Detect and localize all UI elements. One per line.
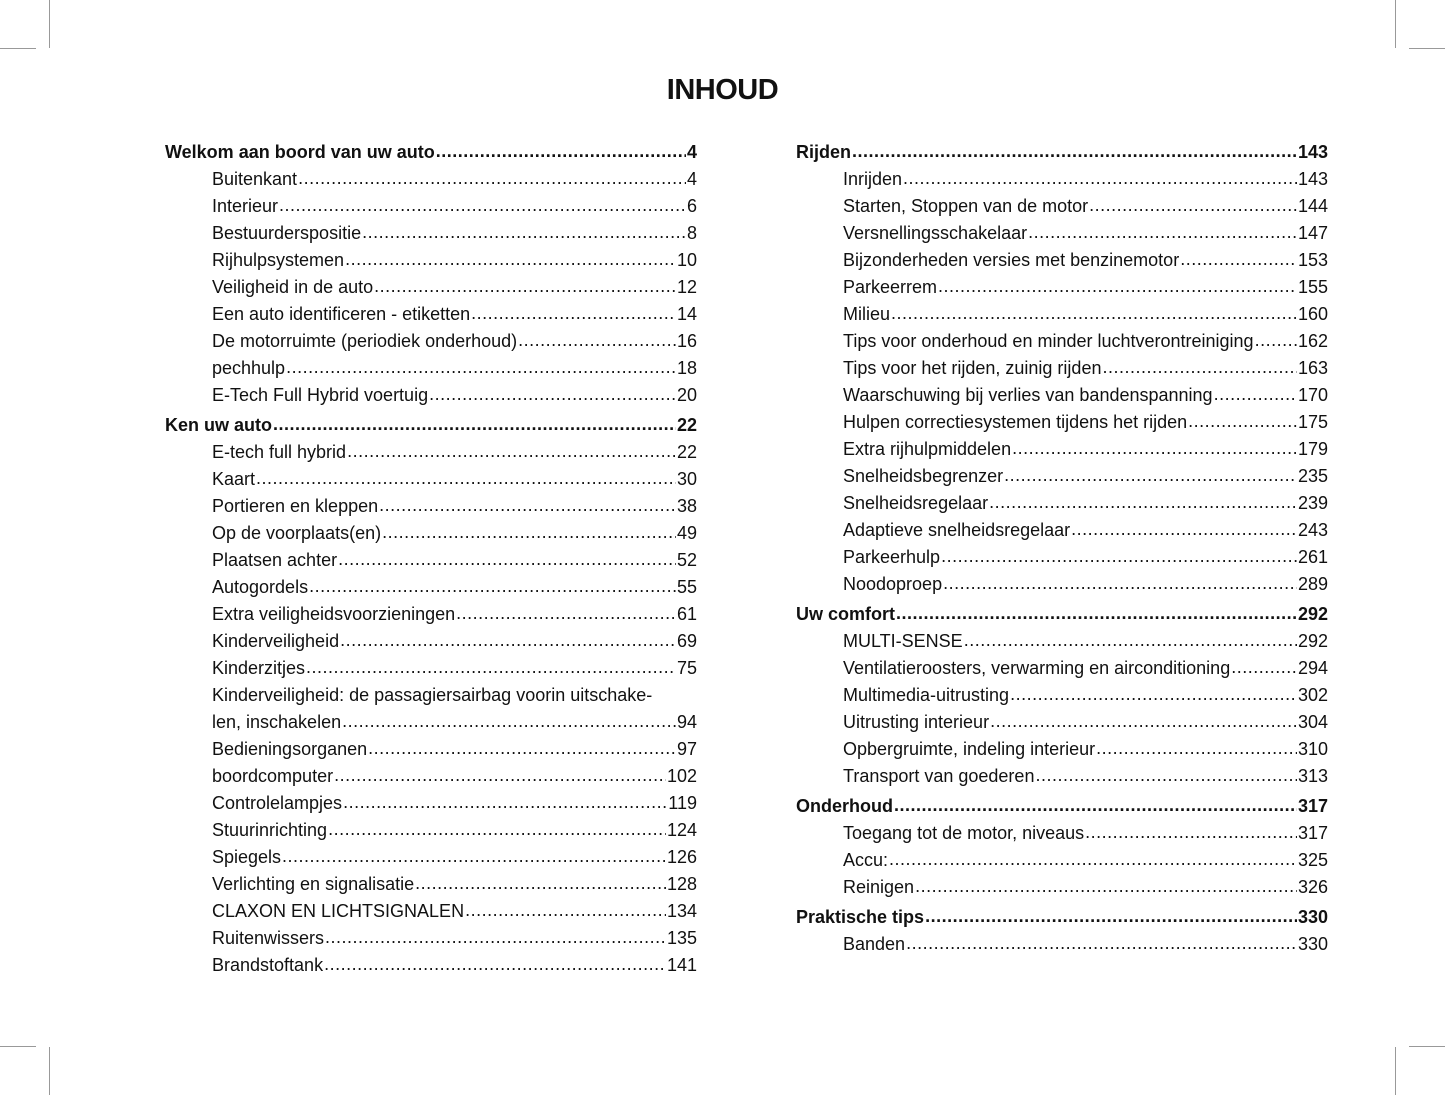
toc-entry-label: Toegang tot de motor, niveaus [843, 823, 1085, 843]
toc-page-number: 102 [666, 766, 697, 786]
toc-entry[interactable] [165, 574, 697, 601]
toc-entry[interactable] [165, 466, 697, 493]
toc-page-number: 10 [676, 250, 697, 270]
toc-entry-label: Parkeerhulp [843, 547, 941, 567]
toc-column-right [796, 139, 1328, 958]
dot-leader [1214, 381, 1297, 408]
toc-entry-label: Versnellingsschakelaar [843, 223, 1028, 243]
toc-entry-label: Milieu [843, 304, 891, 324]
toc-page-number: 14 [676, 304, 697, 324]
toc-entry[interactable] [165, 166, 697, 193]
toc-page-number: 141 [666, 955, 697, 975]
toc-page-number: 97 [676, 739, 697, 759]
toc-entry[interactable] [796, 274, 1328, 301]
toc-entry-label: Tips voor het rijden, zuinig rijden [843, 358, 1102, 378]
dot-leader [990, 708, 1297, 735]
toc-page-number: 22 [676, 442, 697, 462]
toc-page-number: 4 [686, 142, 697, 162]
dot-leader [309, 573, 676, 600]
toc-entry-label: Uw comfort [796, 604, 895, 624]
toc-entry[interactable] [165, 247, 697, 274]
dot-leader [1089, 192, 1297, 219]
toc-entry-label: Autogordels [212, 577, 309, 597]
toc-entry-label: Parkeerrem [843, 277, 938, 297]
dot-leader [382, 519, 676, 546]
dot-leader [324, 951, 666, 978]
toc-entry[interactable] [796, 847, 1328, 874]
toc-section[interactable] [796, 793, 1328, 820]
dot-leader [471, 300, 676, 327]
toc-page-number: 163 [1297, 358, 1328, 378]
toc-page-number: 143 [1297, 142, 1328, 162]
toc-column-left [165, 139, 697, 979]
toc-entry[interactable] [165, 439, 697, 466]
toc-page-number: 175 [1297, 412, 1328, 432]
toc-entry-label: Kinderveiligheid: de passagiersairbag voorin uitschake- [212, 685, 653, 705]
toc-entry-label: Spiegels [212, 847, 282, 867]
dot-leader [989, 489, 1297, 516]
toc-page-number: 12 [676, 277, 697, 297]
dot-leader [1010, 681, 1297, 708]
toc-entry-label: Kinderveiligheid [212, 631, 340, 651]
toc-entry[interactable] [165, 193, 697, 220]
toc-entry[interactable] [165, 844, 697, 871]
dot-leader [941, 543, 1297, 570]
toc-entry[interactable] [165, 355, 697, 382]
toc-page-number: 243 [1297, 520, 1328, 540]
toc-entry-label: Een auto identificeren - etiketten [212, 304, 471, 324]
toc-entry-label: E-Tech Full Hybrid voertuig [212, 385, 429, 405]
dot-leader [338, 546, 676, 573]
toc-page-number: 289 [1297, 574, 1328, 594]
toc-page-number: 179 [1297, 439, 1328, 459]
dot-leader [889, 846, 1297, 873]
dot-leader [379, 492, 676, 519]
toc-page-number: 124 [666, 820, 697, 840]
toc-entry[interactable] [796, 628, 1328, 655]
toc-entry-label: Waarschuwing bij verlies van bandenspanning [843, 385, 1213, 405]
toc-entry[interactable] [165, 274, 697, 301]
dot-leader [345, 246, 676, 273]
dot-leader [1188, 408, 1297, 435]
toc-entry-label: Hulpen correctiesystemen tijdens het rijden [843, 412, 1188, 432]
dot-leader [286, 354, 676, 381]
toc-page-number: 4 [686, 169, 697, 189]
toc-page-number: 143 [1297, 169, 1328, 189]
toc-page-number: 313 [1297, 766, 1328, 786]
toc-entry[interactable] [165, 547, 697, 574]
toc-entry[interactable] [165, 493, 697, 520]
toc-entry[interactable] [165, 655, 697, 682]
page-title: INHOUD [666, 74, 779, 106]
toc-entry-label: Tips voor onderhoud en minder luchtverontreiniging [843, 331, 1254, 351]
toc-page-number: 128 [666, 874, 697, 894]
toc-page-number: 20 [676, 385, 697, 405]
toc-entry[interactable] [165, 790, 697, 817]
toc-entry-label: Ventilatieroosters, verwarming en airconditioning [843, 658, 1231, 678]
toc-page-number: 235 [1297, 466, 1328, 486]
toc-page-number: 170 [1297, 385, 1328, 405]
dot-leader [328, 816, 666, 843]
toc-entry[interactable] [796, 463, 1328, 490]
crop-mark [1409, 1046, 1445, 1047]
toc-entry-label: Bedieningsorganen [212, 739, 368, 759]
toc-page-number: 239 [1297, 493, 1328, 513]
dot-leader [334, 762, 666, 789]
toc-entry[interactable] [796, 736, 1328, 763]
toc-page-number: 317 [1297, 796, 1328, 816]
crop-mark [1395, 0, 1396, 48]
dot-leader [906, 930, 1297, 957]
toc-page-number: 330 [1297, 934, 1328, 954]
dot-leader [340, 627, 676, 654]
toc-page-number: 153 [1297, 250, 1328, 270]
toc-entry-label: Adaptieve snelheidsregelaar [843, 520, 1071, 540]
toc-entry-label: Noodoproep [843, 574, 943, 594]
toc-entry[interactable] [165, 628, 697, 655]
toc-entry-label: Praktische tips [796, 907, 925, 927]
toc-entry-label: Opbergruimte, indeling interieur [843, 739, 1096, 759]
toc-entry-label: Bijzonderheden versies met benzinemotor [843, 250, 1180, 270]
toc-page-number: 119 [668, 793, 697, 813]
dot-leader [938, 273, 1297, 300]
toc-page-number: 126 [666, 847, 697, 867]
toc-entry-label: E-tech full hybrid [212, 442, 347, 462]
dot-leader [325, 924, 666, 951]
dot-leader [1255, 327, 1297, 354]
toc-section[interactable] [165, 139, 697, 166]
toc-entry[interactable] [796, 490, 1328, 517]
toc-entry[interactable] [796, 931, 1328, 958]
toc-page-number: 261 [1297, 547, 1328, 567]
toc-page-number: 18 [676, 358, 697, 378]
toc-entry[interactable] [796, 517, 1328, 544]
toc-entry-label: Kinderzitjes [212, 658, 306, 678]
toc-entry[interactable] [165, 682, 697, 736]
dot-leader [1004, 462, 1297, 489]
toc-entry-label: Banden [843, 934, 906, 954]
toc-entry-label: Plaatsen achter [212, 550, 338, 570]
toc-entry-label: pechhulp [212, 358, 286, 378]
dot-leader [306, 654, 676, 681]
dot-leader [342, 708, 676, 735]
dot-leader [964, 627, 1297, 654]
dot-leader [415, 870, 666, 897]
dot-leader [1035, 762, 1297, 789]
toc-entry-label: Reinigen [843, 877, 915, 897]
toc-entry[interactable] [796, 409, 1328, 436]
crop-mark [1409, 48, 1445, 49]
dot-leader [1028, 219, 1297, 246]
toc-section[interactable] [796, 904, 1328, 931]
toc-page-number: 16 [676, 331, 697, 351]
crop-mark [49, 1047, 50, 1095]
dot-leader [1096, 735, 1297, 762]
dot-leader [429, 381, 676, 408]
toc-page-number: 75 [676, 658, 697, 678]
toc-entry[interactable] [165, 601, 697, 628]
toc-entry-label: Verlichting en signalisatie [212, 874, 415, 894]
toc-page-number: 292 [1297, 631, 1328, 651]
toc-entry-label: boordcomputer [212, 766, 334, 786]
dot-leader [1012, 435, 1297, 462]
toc-entry-label: Bestuurderspositie [212, 223, 362, 243]
toc-entry[interactable] [796, 355, 1328, 382]
toc-entry[interactable] [165, 328, 697, 355]
toc-entry-label: Welkom aan boord van uw auto [165, 142, 435, 162]
toc-page-number: 160 [1297, 304, 1328, 324]
toc-page-number: 162 [1297, 331, 1328, 351]
toc-page-number: 144 [1297, 196, 1328, 216]
toc-entry[interactable] [796, 166, 1328, 193]
toc-page-number: 317 [1297, 823, 1328, 843]
toc-page-number: 325 [1297, 850, 1328, 870]
toc-entry[interactable] [796, 763, 1328, 790]
dot-leader [925, 903, 1297, 930]
toc-page-number: 30 [676, 469, 697, 489]
crop-mark [0, 48, 36, 49]
toc-page-number: 69 [676, 631, 697, 651]
toc-page-number: 292 [1297, 604, 1328, 624]
toc-section[interactable] [165, 412, 697, 439]
toc-entry-label: Brandstoftank [212, 955, 324, 975]
dot-leader [279, 192, 686, 219]
toc-entry[interactable] [796, 247, 1328, 274]
toc-entry[interactable] [796, 328, 1328, 355]
dot-leader [347, 438, 676, 465]
toc-entry[interactable] [796, 655, 1328, 682]
toc-entry[interactable] [165, 871, 697, 898]
toc-entry[interactable] [165, 763, 697, 790]
toc-entry-label: MULTI-SENSE [843, 631, 963, 651]
toc-entry-label: Snelheidsbegrenzer [843, 466, 1004, 486]
dot-leader [894, 792, 1297, 819]
crop-mark [0, 1046, 36, 1047]
dot-leader [1180, 246, 1297, 273]
toc-entry[interactable] [165, 925, 697, 952]
toc-entry-label: Buitenkant [212, 169, 298, 189]
toc-page-number: 8 [686, 223, 697, 243]
toc-entry-label: Extra veiligheidsvoorzieningen [212, 604, 456, 624]
toc-entry-label: len, inschakelen [212, 712, 342, 732]
toc-entry-continuation [212, 709, 697, 736]
dot-leader [456, 600, 676, 627]
toc-entry-label: Ruitenwissers [212, 928, 325, 948]
toc-entry[interactable] [165, 898, 697, 925]
dot-leader [298, 165, 686, 192]
toc-entry-label: De motorruimte (periodiek onderhoud) [212, 331, 518, 351]
toc-entry[interactable] [796, 436, 1328, 463]
toc-entry-label: Accu: [843, 850, 889, 870]
toc-entry-label: Transport van goederen [843, 766, 1035, 786]
toc-entry-label: Multimedia-uitrusting [843, 685, 1010, 705]
dot-leader [896, 600, 1297, 627]
dot-leader [1071, 516, 1297, 543]
toc-entry[interactable] [796, 382, 1328, 409]
toc-page-number: 61 [676, 604, 697, 624]
toc-entry[interactable] [165, 736, 697, 763]
toc-page-number: 147 [1297, 223, 1328, 243]
toc-entry-label: Rijden [796, 142, 852, 162]
toc-page-number: 6 [686, 196, 697, 216]
crop-mark [49, 0, 50, 48]
toc-entry[interactable] [796, 820, 1328, 847]
toc-entry-label: CLAXON EN LICHTSIGNALEN [212, 901, 465, 921]
toc-entry-label: Stuurinrichting [212, 820, 328, 840]
toc-page-number: 330 [1297, 907, 1328, 927]
toc-entry[interactable] [165, 220, 697, 247]
toc-page-number: 22 [676, 415, 697, 435]
dot-leader [374, 273, 676, 300]
toc-page-number: 302 [1297, 685, 1328, 705]
toc-entry-label: Inrijden [843, 169, 903, 189]
toc-entry-label: Onderhoud [796, 796, 893, 816]
dot-leader [465, 897, 666, 924]
toc-entry-label: Portieren en kleppen [212, 496, 379, 516]
dot-leader [368, 735, 676, 762]
toc-entry[interactable] [796, 301, 1328, 328]
toc-section[interactable] [796, 139, 1328, 166]
toc-entry[interactable] [796, 544, 1328, 571]
toc-entry-label: Rijhulpsystemen [212, 250, 345, 270]
dot-leader [1102, 354, 1296, 381]
dot-leader [436, 138, 686, 165]
dot-leader [1085, 819, 1297, 846]
dot-leader [1231, 654, 1297, 681]
toc-entry[interactable] [796, 682, 1328, 709]
crop-mark [1395, 1047, 1396, 1095]
toc-entry-label: Veiligheid in de auto [212, 277, 374, 297]
toc-entry-label: Ken uw auto [165, 415, 272, 435]
toc-page-number: 49 [676, 523, 697, 543]
toc-entry-label: Starten, Stoppen van de motor [843, 196, 1089, 216]
dot-leader [282, 843, 666, 870]
toc-entry[interactable] [796, 571, 1328, 598]
toc-entry[interactable] [796, 193, 1328, 220]
toc-page-number: 134 [666, 901, 697, 921]
toc-entry-label: Uitrusting interieur [843, 712, 990, 732]
toc-entry[interactable] [165, 520, 697, 547]
dot-leader [903, 165, 1297, 192]
toc-entry[interactable] [796, 874, 1328, 901]
toc-entry-label: Extra rijhulpmiddelen [843, 439, 1012, 459]
dot-leader [362, 219, 686, 246]
toc-entry-label: Kaart [212, 469, 256, 489]
toc-entry[interactable] [165, 952, 697, 979]
dot-leader [943, 570, 1297, 597]
toc-entry[interactable] [165, 301, 697, 328]
toc-entry-label: Interieur [212, 196, 279, 216]
dot-leader [343, 789, 667, 816]
toc-entry[interactable] [796, 220, 1328, 247]
toc-entry-label: Snelheidsregelaar [843, 493, 989, 513]
dot-leader [518, 327, 676, 354]
toc-section[interactable] [796, 601, 1328, 628]
toc-page-number: 294 [1297, 658, 1328, 678]
toc-page-number: 135 [666, 928, 697, 948]
dot-leader [852, 138, 1297, 165]
toc-entry-label: Controlelampjes [212, 793, 343, 813]
dot-leader [915, 873, 1297, 900]
dot-leader [273, 411, 676, 438]
toc-page-number: 155 [1297, 277, 1328, 297]
dot-leader [256, 465, 676, 492]
toc-page-number: 52 [676, 550, 697, 570]
toc-page-number: 326 [1297, 877, 1328, 897]
toc-page-number: 94 [676, 712, 697, 732]
dot-leader [891, 300, 1297, 327]
toc-entry[interactable] [796, 709, 1328, 736]
toc-page-number: 304 [1297, 712, 1328, 732]
toc-page-number: 38 [676, 496, 697, 516]
toc-entry-label: Op de voorplaats(en) [212, 523, 382, 543]
toc-page-number: 55 [676, 577, 697, 597]
toc-entry[interactable] [165, 382, 697, 409]
toc-entry[interactable] [165, 817, 697, 844]
toc-page-number: 310 [1297, 739, 1328, 759]
